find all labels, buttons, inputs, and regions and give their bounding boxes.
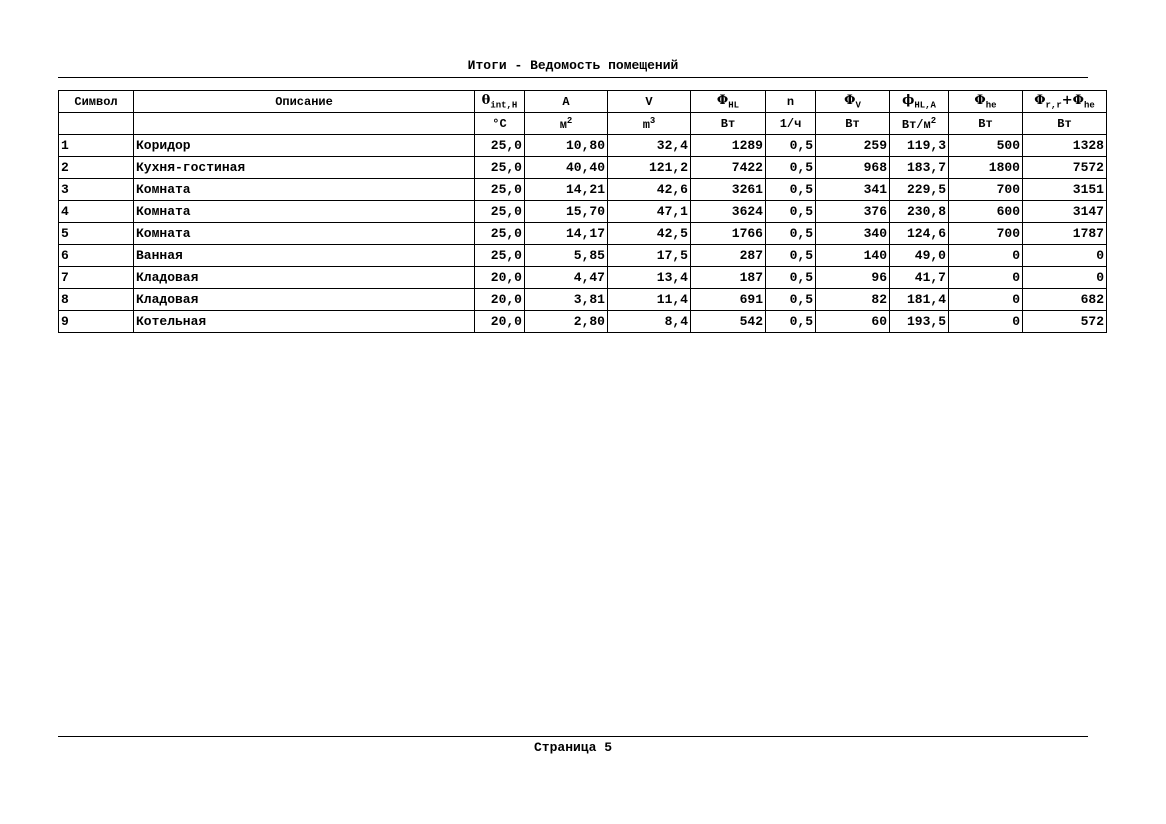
cell-phi-he: 0 <box>949 267 1023 289</box>
cell-description: Ванная <box>134 245 475 267</box>
col-header-volume: V <box>608 91 691 113</box>
unit-volume: $m^3$ <box>608 113 691 135</box>
table-row <box>59 289 1107 311</box>
cell-phi-hl-a: 193,5 <box>890 311 949 333</box>
cell-phi-v: 968 <box>816 157 890 179</box>
cell-n: 0,5 <box>766 245 816 267</box>
cell-phi-he: 1800 <box>949 157 1023 179</box>
cell-phi-v: 82 <box>816 289 890 311</box>
cell-volume: 13,4 <box>608 267 691 289</box>
cell-area: 14,21 <box>525 179 608 201</box>
cell-phi-hl-a: 41,7 <box>890 267 949 289</box>
cell-phi-rr-he: 0 <box>1023 245 1107 267</box>
table-row <box>59 245 1107 267</box>
cell-area: 5,85 <box>525 245 608 267</box>
table-row <box>59 157 1107 179</box>
col-header-phi-hl: $\Phi_{HL}$ <box>691 91 766 113</box>
cell-symbol: 4 <box>59 201 134 223</box>
cell-phi-v: 96 <box>816 267 890 289</box>
cell-phi-hl: 1289 <box>691 135 766 157</box>
col-header-phi-he: $\Phi_{he}$ <box>949 91 1023 113</box>
unit-n: 1/ч <box>766 113 816 135</box>
cell-phi-hl-a: 119,3 <box>890 135 949 157</box>
table-row <box>59 135 1107 157</box>
cell-symbol: 1 <box>59 135 134 157</box>
cell-phi-he: 700 <box>949 179 1023 201</box>
col-header-phi-v: $\Phi_V$ <box>816 91 890 113</box>
cell-phi-hl-a: 229,5 <box>890 179 949 201</box>
cell-phi-v: 140 <box>816 245 890 267</box>
unit-phi-v: Вт <box>816 113 890 135</box>
col-header-phi-rr-he: $\Phi_{r,r}+\Phi_{he}$ <box>1023 91 1107 113</box>
cell-symbol: 6 <box>59 245 134 267</box>
cell-volume: 42,6 <box>608 179 691 201</box>
unit-phi-rr-he: Вт <box>1023 113 1107 135</box>
cell-phi-rr-he: 682 <box>1023 289 1107 311</box>
cell-phi-rr-he: 3151 <box>1023 179 1107 201</box>
cell-n: 0,5 <box>766 223 816 245</box>
cell-phi-v: 341 <box>816 179 890 201</box>
cell-phi-rr-he: 7572 <box>1023 157 1107 179</box>
cell-n: 0,5 <box>766 311 816 333</box>
cell-theta: 25,0 <box>475 179 525 201</box>
col-header-symbol: Символ <box>59 91 134 113</box>
unit-theta: °C <box>475 113 525 135</box>
cell-description: Комната <box>134 179 475 201</box>
cell-theta: 20,0 <box>475 289 525 311</box>
units-row <box>59 113 1107 135</box>
cell-theta: 25,0 <box>475 223 525 245</box>
table-row <box>59 223 1107 245</box>
cell-symbol: 7 <box>59 267 134 289</box>
cell-n: 0,5 <box>766 157 816 179</box>
unit-description <box>134 113 475 135</box>
cell-theta: 25,0 <box>475 135 525 157</box>
cell-symbol: 9 <box>59 311 134 333</box>
unit-phi-hl: Вт <box>691 113 766 135</box>
cell-theta: 20,0 <box>475 311 525 333</box>
table-row <box>59 267 1107 289</box>
col-header-description: Описание <box>134 91 475 113</box>
cell-area: 3,81 <box>525 289 608 311</box>
cell-theta: 25,0 <box>475 157 525 179</box>
cell-phi-rr-he: 572 <box>1023 311 1107 333</box>
cell-theta: 25,0 <box>475 245 525 267</box>
cell-phi-hl: 187 <box>691 267 766 289</box>
cell-volume: 42,5 <box>608 223 691 245</box>
cell-volume: 32,4 <box>608 135 691 157</box>
page-title: Итоги - Ведомость помещений <box>467 58 679 73</box>
cell-phi-v: 340 <box>816 223 890 245</box>
cell-phi-he: 600 <box>949 201 1023 223</box>
table-row <box>59 201 1107 223</box>
unit-phi-he: Вт <box>949 113 1023 135</box>
cell-n: 0,5 <box>766 179 816 201</box>
cell-phi-v: 60 <box>816 311 890 333</box>
table-body <box>59 135 1107 333</box>
cell-phi-rr-he: 3147 <box>1023 201 1107 223</box>
unit-area: $м^2$ <box>525 113 608 135</box>
col-header-area: A <box>525 91 608 113</box>
cell-phi-hl-a: 181,4 <box>890 289 949 311</box>
cell-description: Комната <box>134 201 475 223</box>
cell-volume: 11,4 <box>608 289 691 311</box>
unit-symbol <box>59 113 134 135</box>
col-header-n: n <box>766 91 816 113</box>
cell-description: Кладовая <box>134 289 475 311</box>
cell-area: 14,17 <box>525 223 608 245</box>
footer-divider <box>58 736 1088 737</box>
table-row <box>59 311 1107 333</box>
cell-phi-hl-a: 230,8 <box>890 201 949 223</box>
cell-area: 10,80 <box>525 135 608 157</box>
cell-symbol: 8 <box>59 289 134 311</box>
cell-phi-hl: 542 <box>691 311 766 333</box>
cell-phi-rr-he: 1328 <box>1023 135 1107 157</box>
cell-symbol: 3 <box>59 179 134 201</box>
cell-description: Коридор <box>134 135 475 157</box>
cell-phi-he: 700 <box>949 223 1023 245</box>
unit-phi-hl-a: $Вт/м^2$ <box>890 113 949 135</box>
cell-n: 0,5 <box>766 289 816 311</box>
cell-phi-hl-a: 183,7 <box>890 157 949 179</box>
cell-phi-v: 376 <box>816 201 890 223</box>
page-number: Страница 5 <box>533 740 612 755</box>
cell-area: 40,40 <box>525 157 608 179</box>
cell-area: 15,70 <box>525 201 608 223</box>
cell-volume: 121,2 <box>608 157 691 179</box>
cell-phi-he: 0 <box>949 311 1023 333</box>
cell-phi-hl: 287 <box>691 245 766 267</box>
cell-theta: 25,0 <box>475 201 525 223</box>
cell-description: Кладовая <box>134 267 475 289</box>
cell-phi-hl: 7422 <box>691 157 766 179</box>
cell-phi-he: 0 <box>949 245 1023 267</box>
cell-symbol: 2 <box>59 157 134 179</box>
cell-n: 0,5 <box>766 267 816 289</box>
cell-phi-he: 500 <box>949 135 1023 157</box>
cell-area: 2,80 <box>525 311 608 333</box>
cell-area: 4,47 <box>525 267 608 289</box>
cell-phi-hl: 1766 <box>691 223 766 245</box>
cell-description: Комната <box>134 223 475 245</box>
cell-phi-hl-a: 124,6 <box>890 223 949 245</box>
cell-volume: 47,1 <box>608 201 691 223</box>
header-row <box>59 91 1107 113</box>
table-row <box>59 179 1107 201</box>
cell-phi-v: 259 <box>816 135 890 157</box>
cell-n: 0,5 <box>766 135 816 157</box>
cell-phi-hl: 3624 <box>691 201 766 223</box>
cell-n: 0,5 <box>766 201 816 223</box>
cell-phi-rr-he: 0 <box>1023 267 1107 289</box>
cell-volume: 8,4 <box>608 311 691 333</box>
cell-volume: 17,5 <box>608 245 691 267</box>
cell-theta: 20,0 <box>475 267 525 289</box>
cell-description: Котельная <box>134 311 475 333</box>
cell-phi-hl-a: 49,0 <box>890 245 949 267</box>
header-divider <box>58 77 1088 78</box>
cell-phi-hl: 691 <box>691 289 766 311</box>
rooms-table <box>58 90 1107 333</box>
cell-phi-he: 0 <box>949 289 1023 311</box>
cell-phi-hl: 3261 <box>691 179 766 201</box>
cell-phi-rr-he: 1787 <box>1023 223 1107 245</box>
cell-symbol: 5 <box>59 223 134 245</box>
cell-description: Кухня-гостиная <box>134 157 475 179</box>
col-header-theta: $\theta_{int,H}$ <box>475 91 525 113</box>
col-header-phi-hl-a: $\phi_{HL,A}$ <box>890 91 949 113</box>
